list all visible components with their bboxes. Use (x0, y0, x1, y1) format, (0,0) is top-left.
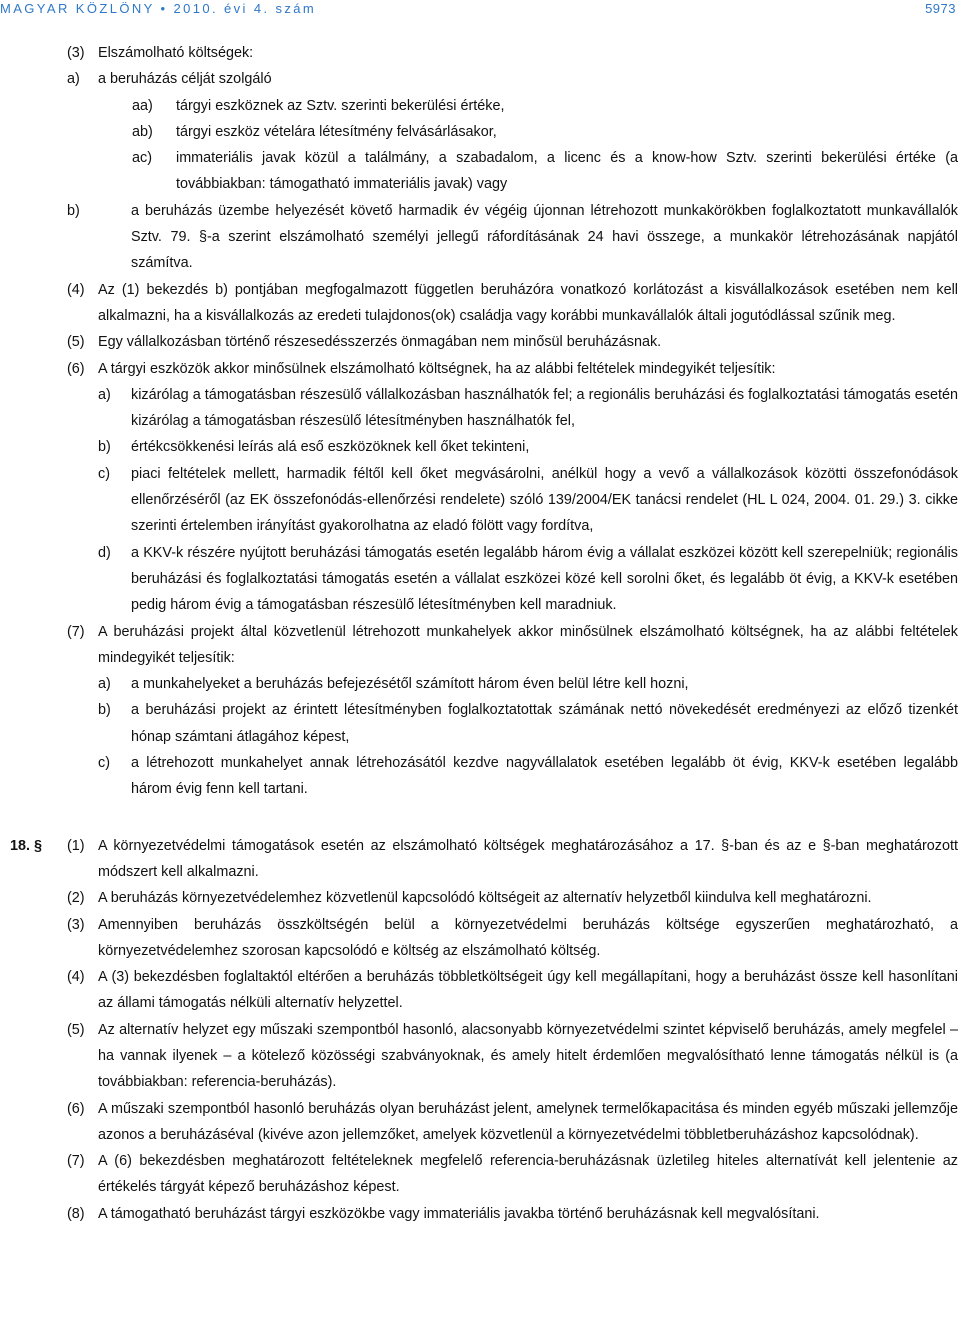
paragraph-4 (0, 277, 958, 330)
point-text: a beruházás célját szolgáló (98, 71, 272, 88)
paragraph-label: (6) (67, 360, 85, 377)
point-a (0, 66, 958, 92)
point-label: a) (98, 676, 111, 693)
paragraph-label: (3) (67, 916, 85, 933)
subpoint-text: tárgyi eszköznek az Sztv. szerinti bekerülési értéke, (176, 97, 505, 114)
point-d (0, 540, 958, 619)
point-text: értékcsökkenési leírás alá eső eszközöknek kell őket tekinteni, (131, 439, 530, 456)
section-18-paragraph-4 (0, 964, 958, 1017)
subpoint-label: ac) (132, 150, 152, 167)
point-text: a KKV-k részére nyújtott beruházási támogatás esetén legalább három évig a vállalat eszközei között kell szerepelniük; regionális beruházási és foglalkoztatási támogatás esetén a vállalat eszközei közé kell sorolni őket, és legalább öt évig, a KKV-k esetében pedig három évig a támogatásban részesülő létesítményben kell maradniuk. (131, 544, 958, 614)
subpoint-label: ab) (132, 123, 153, 140)
point-text: a létrehozott munkahelyet annak létrehozásától kezdve nagyvállalatok esetében legalább öt évig, KKV-k esetében legalább három évig fenn kell tartani. (131, 755, 958, 798)
point-label: a) (67, 71, 80, 88)
section-18-paragraph-7 (0, 1148, 958, 1201)
section-18-paragraph-2 (0, 885, 958, 911)
subpoint-aa (0, 93, 958, 119)
section-18-paragraph-8 (0, 1201, 958, 1227)
paragraph-label: (7) (67, 1153, 85, 1170)
section-18-paragraph-6 (0, 1096, 958, 1149)
subpoint-ac (0, 145, 958, 198)
point-label: b) (98, 702, 111, 719)
point-b (0, 697, 958, 750)
section-number: 18. (10, 837, 31, 854)
paragraph-label: (6) (67, 1100, 85, 1117)
document-body (0, 40, 958, 1227)
section-18-paragraph-3 (0, 912, 958, 965)
subpoint-label: aa) (132, 97, 153, 114)
paragraph-text: A beruházási projekt által közvetlenül létrehozott munkahelyek akkor minősülnek elszámolható költségnek, ha az alábbi feltételek mindegyikét teljesítik: (98, 623, 958, 666)
paragraph-text: A beruházás környezetvédelemhez közvetlenül kapcsolódó költségeit az alternatív helyzetből kiindulva kell meghatározni. (98, 890, 872, 907)
paragraph-text: A műszaki szempontból hasonló beruházás olyan beruházást jelent, amelynek termelőkapacitása és minden egyéb műszaki jellemzője azonos a beruházáséval (kivéve azon jellemzőket, amelyek közvetlenül a környezetvédelmi többletberuházáshoz kapcsolódnak). (98, 1100, 958, 1143)
page-header (0, 0, 960, 22)
point-a (0, 671, 958, 697)
point-text: a beruházási projekt az érintett létesítményben foglalkoztatottak számának nettó növekedését eredményezi az előző tizenkét hónap számtani átlagához képest, (131, 702, 958, 745)
point-label: d) (98, 544, 111, 561)
point-text: a munkahelyeket a beruházás befejezésétől számított három éven belül létre kell hozni, (131, 676, 689, 693)
paragraph-text: Egy vállalkozásban történő részesedésszerzés önmagában nem minősül beruházásnak. (98, 334, 662, 351)
point-label: c) (98, 755, 110, 772)
point-b (0, 434, 958, 460)
point-text: kizárólag a támogatásban részesülő vállalkozásban használhatók fel; a regionális beruházási és foglalkoztatási támogatás esetén kizárólag a támogatásban részesülő létesítményben használhatók fel, (131, 386, 958, 430)
paragraph-label: (4) (67, 969, 85, 986)
section-18-paragraph-1 (0, 833, 958, 886)
point-label: c) (98, 465, 110, 482)
publication-title: MAGYAR KÖZLÖNY • 2010. évi 4. szám (0, 1, 317, 16)
paragraph-text: A támogatható beruházást tárgyi eszközökbe vagy immateriális javakba történő beruházásnak kell megvalósítani. (98, 1205, 820, 1222)
subpoint-text: immateriális javak közül a találmány, a szabadalom, a licenc és a know-how Sztv. szerinti bekerülési értéke (a továbbiakban: támogatható immateriális javak) vagy (176, 150, 958, 193)
paragraph-text: Amennyiben beruházás összköltségén belül a környezetvédelmi beruházás költsége egyszerűen meghatározható, a környezetvédelemhez szorosan kapcsolódó e költség az elszámolható költség. (98, 916, 958, 959)
paragraph-text: A tárgyi eszközök akkor minősülnek elszámolható költségnek, ha az alábbi feltételek mindegyikét teljesítik: (98, 360, 776, 377)
point-a (0, 382, 958, 435)
paragraph-3 (0, 40, 958, 66)
paragraph-text: A (6) bekezdésben meghatározott feltételeknek megfelelő referencia-beruházásnak üzletileg hiteles alternatívát kell jelentenie az értékelés tárgyát képező beruházáshoz képest. (98, 1153, 958, 1196)
point-c (0, 461, 958, 540)
paragraph-text: Az (1) bekezdés b) pontjában megfogalmazott független beruházóra vonatkozó korlátozást a kisvállalkozások esetében nem kell alkalmazni, ha a kisvállalkozás az eredeti tulajdonos(ok) családja vagy korábbi munkavállalók általi jogutódlással szűnik meg. (98, 281, 958, 324)
paragraph-label: (4) (67, 281, 85, 298)
paragraph-text: Az alternatív helyzet egy műszaki szempontból hasonló, alacsonyabb környezetvédelmi szintet képviselő beruházás, amely megfelel – ha vannak ilyenek – a kötelező közösségi szabványoknak, és amely hitelt érdemlően megvalósítható lenne támogatás nélkül is (a továbbiakban: referencia-beruházás). (98, 1021, 958, 1091)
paragraph-label: (5) (67, 334, 85, 351)
point-label: b) (98, 439, 111, 456)
paragraph-6 (0, 356, 958, 382)
point-text: piaci feltételek mellett, harmadik féltől kell őket megvásárolni, anélkül hogy a vevő a vállalkozások közötti összefonódások ellenőrzéséről (az EK összefonódás-ellenőrzési rendelete) szóló 139/2004/EK tanácsi rendelet (HL L 024, 2004. 01. 29.) 3. cikke szerinti értelemben irányítást gyakorolhatna az eladó fölött vagy fordítva, (131, 465, 958, 535)
subpoint-ab (0, 119, 958, 145)
paragraph-label: (2) (67, 890, 85, 907)
paragraph-7 (0, 619, 958, 672)
paragraph-text: A (3) bekezdésben foglaltaktól eltérően a beruházás többletköltségeit úgy kell megállapítani, hogy a beruházást össze kell hasonlítani az állami támogatás nélküli alternatív helyzettel. (98, 969, 958, 1012)
paragraph-label: (5) (67, 1021, 85, 1038)
point-b (0, 198, 958, 277)
section-18-paragraph-5 (0, 1017, 958, 1096)
point-c (0, 750, 958, 803)
point-text: a beruházás üzembe helyezését követő harmadik év végéig újonnan létrehozott munkakörökben foglalkoztatott munkavállalók Sztv. 79. §-a szerint elszámolható személyi jellegű ráfordításának 24 havi összege, a munkakör létrehozásának napjától számítva. (131, 202, 958, 272)
paragraph-label: (3) (67, 45, 85, 61)
point-label: b) (67, 202, 80, 219)
subpoint-text: tárgyi eszköz vételára létesítmény felvásárlásakor, (176, 123, 497, 140)
paragraph-text: Elszámolható költségek: (98, 45, 254, 61)
paragraph-label: (8) (67, 1205, 85, 1222)
paragraph-label: (1) (67, 837, 85, 854)
paragraph-label: (7) (67, 623, 85, 640)
page-number: 5973 (925, 1, 956, 16)
paragraph-text: A környezetvédelmi támogatások esetén az elszámolható költségek meghatározásához a 17. §-ban és az e §-ban meghatározott módszert kell alkalmazni. (98, 837, 958, 880)
point-label: a) (98, 386, 111, 403)
paragraph-5 (0, 329, 958, 355)
section-sign: § (34, 837, 43, 854)
